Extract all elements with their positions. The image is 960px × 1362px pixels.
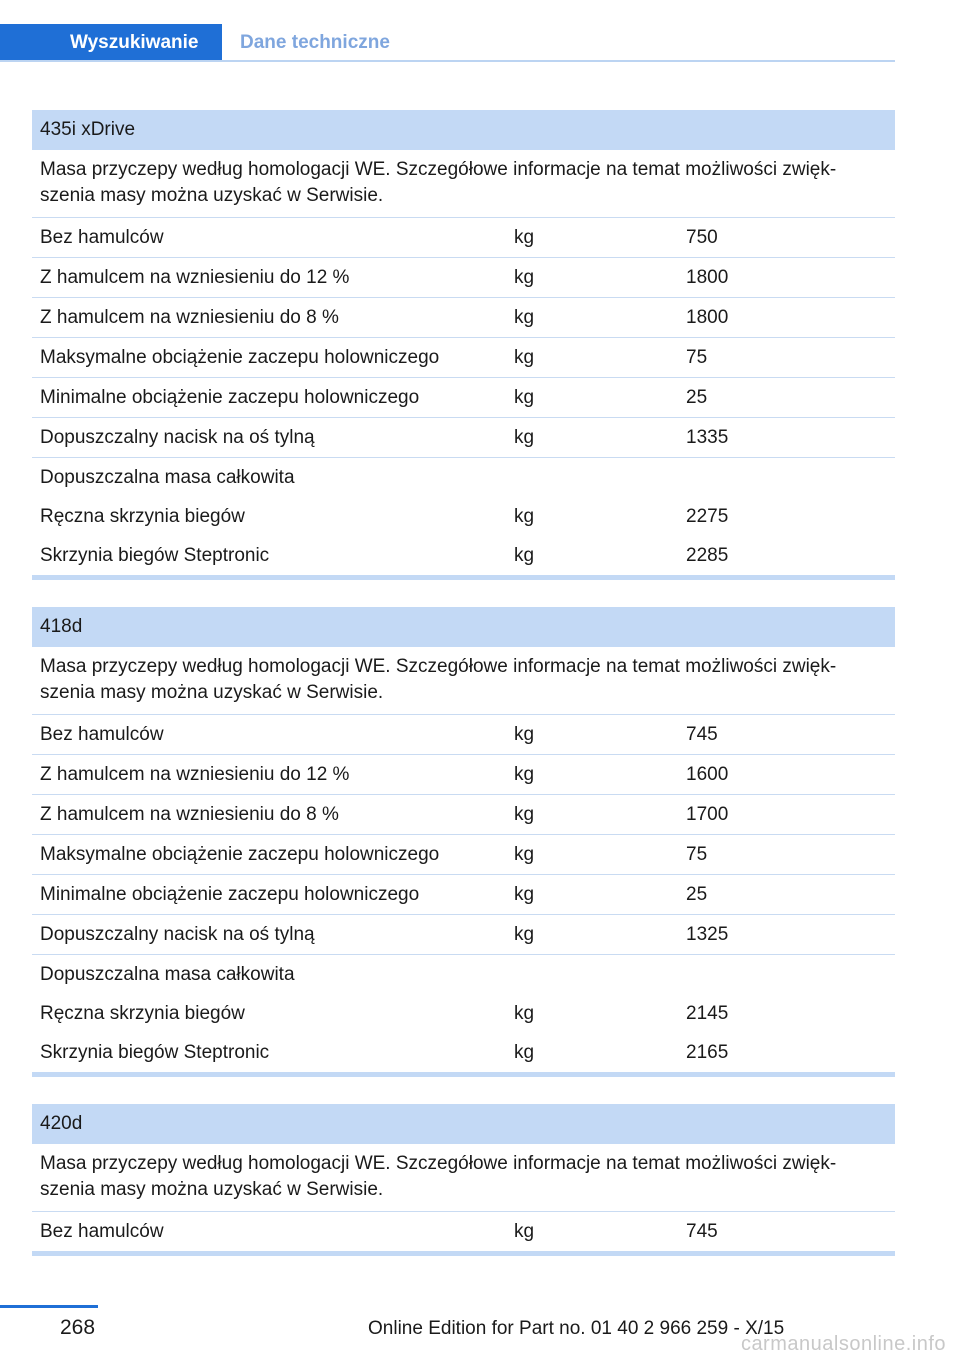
table-row: Z hamulcem na wzniesieniu do 12 % kg 1800 — [32, 258, 895, 298]
table-header: 420d — [32, 1104, 895, 1144]
table-row: Skrzynia biegów Steptronic kg 2285 — [40, 545, 729, 566]
table-row: Bez hamulców kg 745 — [32, 715, 895, 755]
table-row: Dopuszczalny nacisk na oś tylną kg 1335 — [32, 418, 895, 458]
table-row: Z hamulcem na wzniesieniu do 12 % kg 1600 — [32, 755, 895, 795]
table-row: Ręczna skrzynia biegów kg 2145 — [40, 1003, 729, 1024]
table-description: Masa przyczepy według homologacji WE. Szczegółowe informacje na temat możliwości zwięk-szenia masy można uzyskać w Serwisie. — [32, 1144, 895, 1212]
spec-table-420d — [32, 1104, 895, 1256]
table-end-bar — [32, 1072, 895, 1077]
table-row: Ręczna skrzynia biegów kg 2275 — [40, 506, 729, 527]
tab-technical-data[interactable]: Dane techniczne — [240, 32, 390, 53]
table-row: Dopuszczalny nacisk na oś tylną kg 1325 — [32, 915, 895, 955]
tab-search[interactable]: Wyszukiwanie — [0, 24, 222, 62]
table-description: Masa przyczepy według homologacji WE. Szczegółowe informacje na temat możliwości zwięk-szenia masy można uzyskać w Serwisie. — [32, 647, 895, 715]
header-divider — [0, 60, 895, 62]
table-end-bar — [32, 1251, 895, 1256]
table-row: Maksymalne obciążenie zaczepu holowniczego kg 75 — [32, 835, 895, 875]
table-header: 435i xDrive — [32, 110, 895, 150]
table-row: Minimalne obciążenie zaczepu holowniczego kg 25 — [32, 378, 895, 418]
top-navigation — [0, 0, 895, 62]
table-description: Masa przyczepy według homologacji WE. Szczegółowe informacje na temat możliwości zwięk-szenia masy można uzyskać w Serwisie. — [32, 150, 895, 218]
page-number: 268 — [60, 1316, 96, 1339]
table-end-bar — [32, 575, 895, 580]
total-weight-label: Dopuszczalna masa całkowita — [40, 964, 295, 985]
table-row: Z hamulcem na wzniesieniu do 8 % kg 1700 — [32, 795, 895, 835]
table-row: Bez hamulców kg 750 — [32, 218, 895, 258]
footer-accent-line — [0, 1305, 98, 1308]
table-row: Minimalne obciążenie zaczepu holowniczego kg 25 — [32, 875, 895, 915]
spec-table-435i — [32, 110, 895, 580]
table-header: 418d — [32, 607, 895, 647]
table-row: Skrzynia biegów Steptronic kg 2165 — [40, 1042, 729, 1063]
spec-table-418d — [32, 607, 895, 1077]
watermark: carmanualsonline.info — [740, 1333, 946, 1355]
table-row: Maksymalne obciążenie zaczepu holowniczego kg 75 — [32, 338, 895, 378]
total-weight-label: Dopuszczalna masa całkowita — [40, 467, 295, 488]
edition-note: Online Edition for Part no. 01 40 2 966 259 - X/15 — [368, 1318, 785, 1339]
table-row: Bez hamulców kg 745 — [40, 1221, 718, 1242]
table-row: Z hamulcem na wzniesieniu do 8 % kg 1800 — [32, 298, 895, 338]
